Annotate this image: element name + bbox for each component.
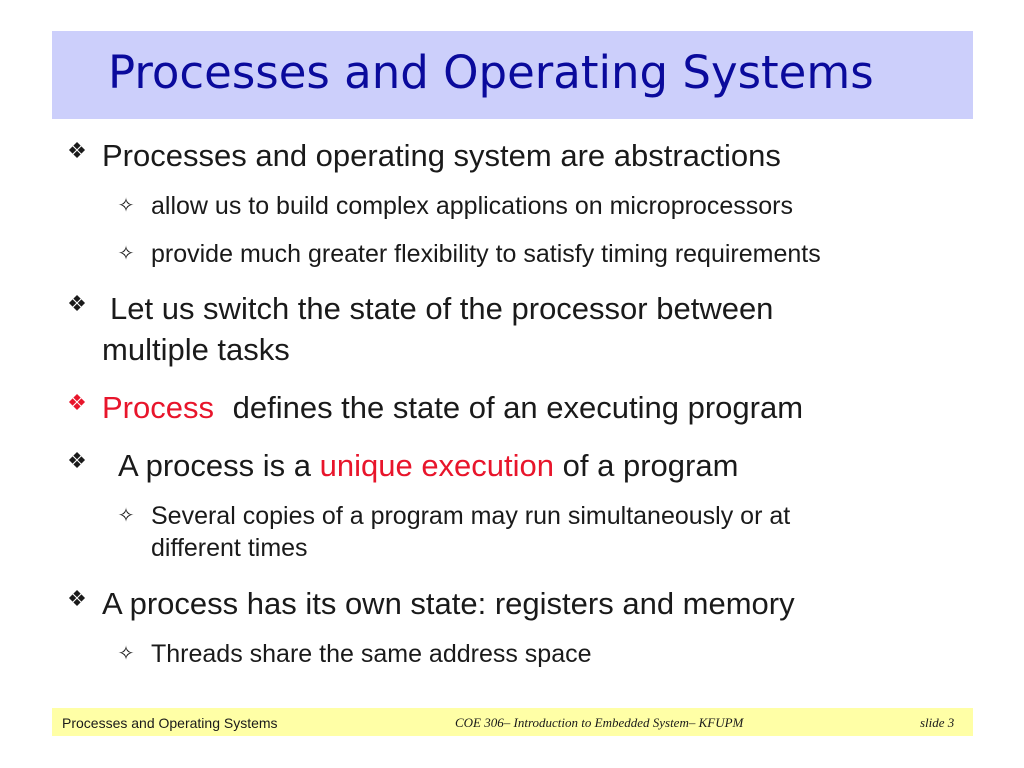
footer-title: Processes and Operating Systems xyxy=(62,715,278,731)
bullet-4-sub-1-line-1: Several copies of a program may run simultaneously or at xyxy=(151,502,791,530)
bullet-4-pre: A process is a xyxy=(118,448,311,483)
bullet-4-sub-1-line-2: different times xyxy=(151,534,308,562)
bullet-1-sub-2: provide much greater flexibility to satisfy timing requirements xyxy=(151,240,821,268)
diamond-bullet-icon: ❖ xyxy=(67,587,87,612)
four-point-star-bullet-icon: ✧ xyxy=(117,641,135,665)
slide-title: Processes and Operating Systems xyxy=(108,46,874,99)
four-point-star-bullet-icon: ✧ xyxy=(117,193,135,217)
bullet-5-text: A process has its own state: registers and memory xyxy=(102,586,795,621)
diamond-bullet-icon: ❖ xyxy=(67,139,87,164)
bullet-5-sub-1: Threads share the same address space xyxy=(151,640,592,668)
bullet-3-text xyxy=(102,388,803,428)
bullet-4-highlight: unique execution xyxy=(319,448,555,483)
bullet-4-post: of a program xyxy=(562,448,739,483)
process-definition: defines the state of an executing program xyxy=(232,390,804,425)
bullet-2-line-1: Let us switch the state of the processor between xyxy=(110,291,774,326)
bullet-1-text: Processes and operating system are abstractions xyxy=(102,138,781,173)
bullet-1-sub-1: allow us to build complex applications on microprocessors xyxy=(151,192,793,220)
four-point-star-bullet-icon: ✧ xyxy=(117,503,135,527)
footer-course: COE 306– Introduction to Embedded System– KFUPM xyxy=(455,715,744,730)
diamond-bullet-icon: ❖ xyxy=(67,292,87,317)
slide-number: slide 3 xyxy=(920,715,955,730)
diamond-bullet-icon: ❖ xyxy=(67,449,87,474)
diamond-bullet-icon: ❖ xyxy=(67,391,87,416)
process-term: Process xyxy=(102,390,214,425)
bullet-2-line-2: multiple tasks xyxy=(102,332,290,367)
bullet-4-text xyxy=(118,446,738,486)
four-point-star-bullet-icon: ✧ xyxy=(117,241,135,265)
